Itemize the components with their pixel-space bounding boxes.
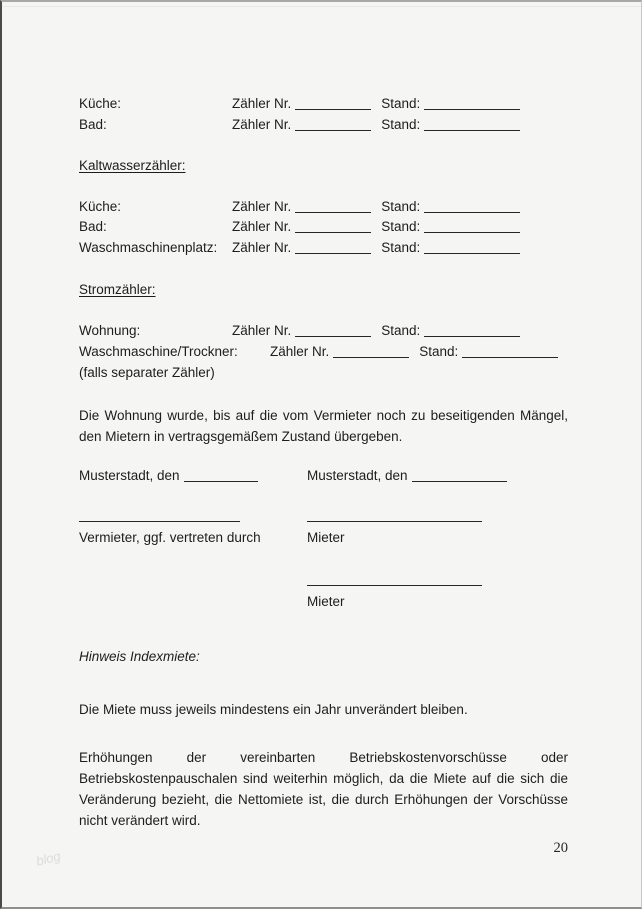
- city-date-label: Musterstadt, den: [307, 468, 408, 483]
- paragraph-line: nicht verändert wird.: [79, 812, 201, 828]
- zaehler-nr-label: Zähler Nr.: [232, 323, 292, 338]
- zaehler-nr-blank-line: [295, 212, 371, 213]
- separate-meter-note: (falls separater Zähler): [79, 365, 215, 380]
- zaehler-nr-label: Zähler Nr.: [232, 219, 292, 234]
- meter-row: [79, 324, 520, 338]
- meter-row: [79, 241, 520, 255]
- meter-row: [79, 118, 520, 132]
- zaehler-nr-blank-line: [295, 130, 371, 131]
- section-heading-stromzaehler: Stromzähler:: [79, 282, 156, 297]
- zaehler-nr-blank-line: [295, 109, 371, 110]
- stand-label: Stand:: [381, 219, 421, 234]
- paragraph-line: Erhöhungen der vereinbarten Betriebskostenvorschüsse oder: [79, 750, 568, 765]
- stand-blank-line: [424, 212, 520, 213]
- meter-row: [79, 97, 520, 111]
- zaehler-nr-blank-line: [295, 336, 371, 337]
- stand-label: Stand:: [381, 323, 421, 338]
- meter-label: Küche:: [79, 96, 122, 111]
- stand-blank-line: [424, 109, 520, 110]
- index-note-line: Die Miete muss jeweils mindestens ein Jahr unverändert bleiben.: [79, 702, 468, 717]
- stand-label: Stand:: [381, 117, 421, 132]
- zaehler-nr-blank-line: [295, 232, 371, 233]
- zaehler-nr-blank-line: [333, 357, 409, 358]
- signature-role-label: Mieter: [307, 594, 345, 609]
- meter-label: Waschmaschinenplatz:: [79, 240, 218, 255]
- signature-line: [307, 585, 482, 586]
- stand-label: Stand:: [419, 344, 459, 359]
- index-rent-note-heading: Hinweis Indexmiete:: [79, 649, 200, 664]
- paragraph-line: Die Wohnung wurde, bis auf die vom Vermieter noch zu beseitigenden Mängel,: [79, 408, 568, 423]
- meter-label: Küche:: [79, 199, 122, 214]
- zaehler-nr-label: Zähler Nr.: [232, 117, 292, 132]
- city-date-row-right: [307, 469, 507, 483]
- stand-label: Stand:: [381, 240, 421, 255]
- signature-line: [79, 521, 240, 522]
- paragraph-line: den Mietern in vertragsgemäßem Zustand übergeben.: [79, 428, 403, 444]
- meter-label: Waschmaschine/Trockner:: [79, 344, 238, 359]
- index-note-paragraph: [79, 748, 568, 832]
- stand-label: Stand:: [381, 199, 421, 214]
- paragraph-line: Veränderung bezieht, die Nettomiete ist, die durch Erhöhungen der Vorschüsse: [79, 791, 568, 807]
- meter-row: [79, 345, 558, 359]
- watermark: blog: [34, 848, 63, 869]
- meter-label: Bad:: [79, 117, 107, 132]
- stand-blank-line: [462, 357, 558, 358]
- handover-paragraph: [79, 406, 568, 447]
- city-date-row-left: [79, 469, 258, 483]
- signature-line: [307, 521, 482, 522]
- date-blank-line: [412, 481, 507, 482]
- page-edge-line: [2, 6, 641, 7]
- stand-label: Stand:: [381, 96, 421, 111]
- zaehler-nr-label: Zähler Nr.: [232, 199, 292, 214]
- signature-role-label: Mieter: [307, 530, 345, 545]
- stand-blank-line: [424, 130, 520, 131]
- section-heading-kaltwasserzaehler: Kaltwasserzähler:: [79, 158, 186, 173]
- zaehler-nr-label: Zähler Nr.: [232, 240, 292, 255]
- meter-label: Wohnung:: [79, 323, 141, 338]
- city-date-label: Musterstadt, den: [79, 468, 180, 483]
- paragraph-line: Betriebskostenpauschalen sind weiterhin möglich, da die Miete auf die sich die: [79, 770, 568, 786]
- stand-blank-line: [424, 336, 520, 337]
- stand-blank-line: [424, 232, 520, 233]
- meter-row: [79, 220, 520, 234]
- page-number: 20: [553, 840, 568, 856]
- zaehler-nr-blank-line: [295, 253, 371, 254]
- zaehler-nr-label: Zähler Nr.: [232, 96, 292, 111]
- meter-label: Bad:: [79, 219, 107, 234]
- meter-row: [79, 200, 520, 214]
- stand-blank-line: [424, 253, 520, 254]
- date-blank-line: [184, 481, 258, 482]
- zaehler-nr-label: Zähler Nr.: [270, 344, 330, 359]
- signature-role-label: Vermieter, ggf. vertreten durch: [79, 530, 261, 545]
